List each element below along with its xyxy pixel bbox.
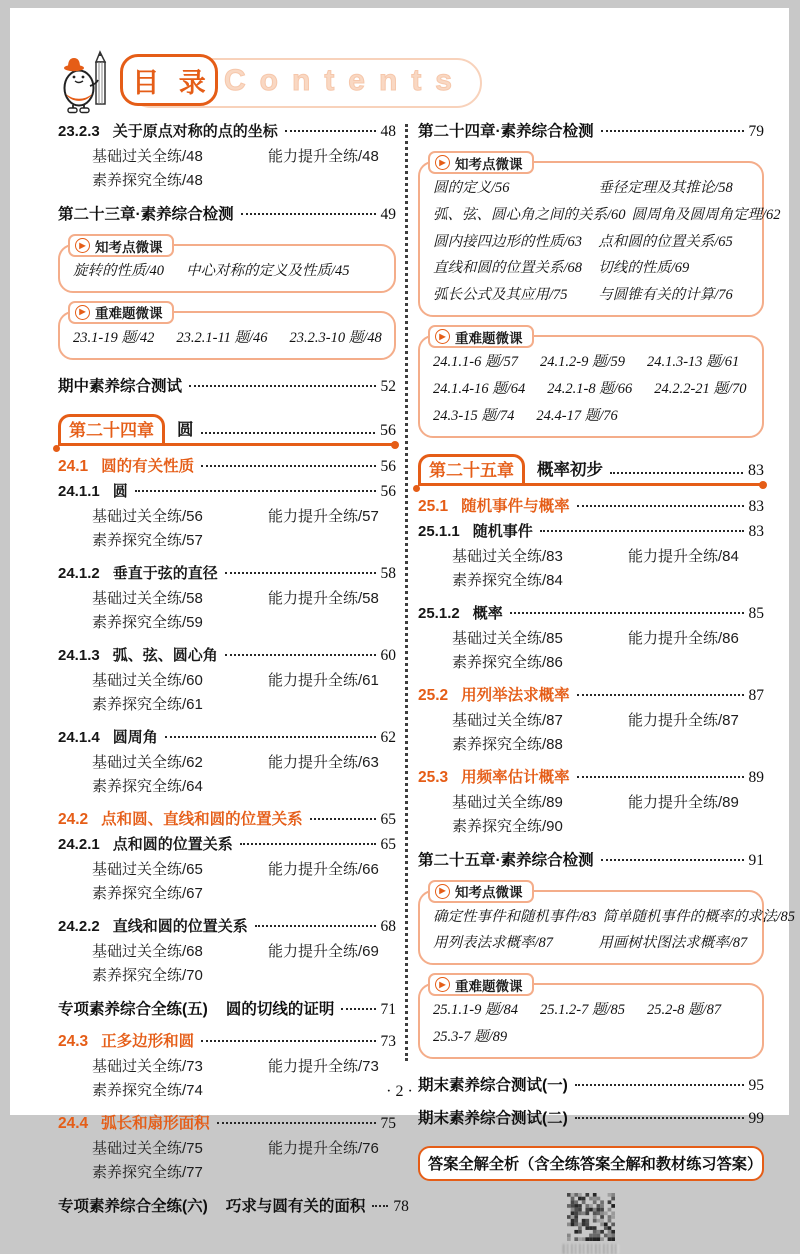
box-line: [73, 258, 382, 285]
page-number: 83: [748, 497, 764, 515]
micro-lesson-item: 24.3-15 题/74: [433, 407, 515, 424]
micro-lesson-item: 24.1.3-13 题/61: [646, 354, 740, 371]
key-points-box: [418, 156, 781, 317]
dot-leader: [577, 776, 744, 778]
micro-lesson-item: 23.2.1-11 题/46: [176, 329, 268, 346]
toc-entry: [418, 120, 764, 143]
page-title: 目 录: [120, 54, 218, 106]
entry-number: 24.4: [58, 1114, 89, 1132]
micro-lesson-item: 23.2.3-10 题/48: [289, 329, 382, 346]
page-number: 89: [748, 768, 764, 786]
practice-item: 能力提升全练/66: [268, 860, 379, 878]
page-number: 83: [748, 461, 764, 479]
dot-leader: [240, 843, 376, 845]
practice-item: 基础过关全练/60: [92, 671, 203, 689]
practice-item: 基础过关全练/68: [92, 942, 203, 960]
practice-item: 能力提升全练/73: [268, 1057, 379, 1075]
practice-line: [418, 569, 764, 593]
box-tag: [428, 325, 534, 348]
micro-lesson-item: 圆周角及圆周角定理/62: [631, 206, 781, 223]
box-line: [433, 904, 796, 931]
entry-title: 弧长和扇形面积: [101, 1114, 210, 1132]
toc-entry: [58, 120, 396, 143]
entry-number: 24.1.2: [58, 564, 100, 582]
practice-line: [58, 145, 396, 169]
practice-item: 能力提升全练/58: [268, 589, 379, 607]
practice-item: 基础过关全练/87: [452, 711, 563, 729]
box-tag-label: 知考点微课: [455, 156, 523, 172]
toc-entry: [58, 562, 396, 585]
box-line: [433, 376, 750, 403]
entry-title: 随机事件: [472, 522, 533, 540]
micro-lesson-item: 24.1.1-6 题/57: [433, 354, 518, 371]
key-points-box: [418, 885, 796, 966]
box-line: [433, 997, 750, 1024]
dot-leader: [341, 1008, 375, 1010]
micro-lesson-item: 23.1-19 题/42: [73, 329, 155, 346]
toc-entry: [58, 203, 396, 226]
dot-leader: [135, 490, 376, 492]
practice-item: 基础过关全练/85: [452, 629, 563, 647]
practice-item: 素养探究全练/70: [92, 966, 203, 984]
practice-item: 素养探究全练/86: [452, 653, 563, 671]
practice-line: [58, 611, 396, 635]
box-tag: [428, 880, 534, 903]
practice-item: 基础过关全练/83: [452, 547, 563, 565]
contents-subtitle: Contents: [224, 64, 466, 97]
practice-line: [418, 791, 764, 815]
toc-entry: [58, 1195, 409, 1218]
entry-title: 关于原点对称的点的坐标: [112, 123, 278, 140]
micro-lesson-item: 24.1.4-16 题/64: [433, 380, 526, 397]
practice-line: [418, 733, 764, 757]
practice-item: 基础过关全练/58: [92, 589, 203, 607]
page-number: 65: [380, 835, 396, 853]
practice-line: [418, 627, 764, 651]
play-icon: ▶: [435, 329, 450, 344]
dot-leader: [540, 530, 744, 532]
toc-entry: [58, 915, 396, 938]
entry-title: 圆的有关性质: [101, 457, 195, 475]
toc-entry: [418, 1107, 764, 1130]
toc-content: [58, 120, 796, 1215]
page-number: 75: [380, 1114, 396, 1132]
page-number: 65: [380, 810, 396, 828]
qr-caption-blurred: [563, 1244, 619, 1254]
chapter-title: 圆: [177, 420, 194, 439]
dot-leader: [601, 859, 744, 861]
practice-item: 能力提升全练/84: [628, 547, 739, 565]
micro-lesson-item: 垂径定理及其推论/58: [598, 180, 733, 196]
practice-item: 能力提升全练/63: [268, 753, 379, 771]
page-number: 85: [748, 604, 764, 622]
practice-item: 基础过关全练/56: [92, 507, 203, 525]
page-number: 49: [380, 206, 396, 223]
micro-lesson-item: 与圆锥有关的计算/76: [598, 287, 733, 304]
entry-title: 期末素养综合测试(二): [418, 1109, 568, 1127]
practice-line: [58, 1137, 396, 1161]
entry-number: 24.3: [58, 1032, 89, 1050]
practice-line: [58, 775, 396, 799]
page-number: 79: [748, 123, 764, 140]
micro-lesson-item: 点和圆的位置关系/65: [598, 233, 733, 250]
entry-title: 正多边形和圆: [101, 1032, 195, 1050]
micro-lesson-item: 旋转的性质/40: [73, 263, 165, 279]
entry-title: 第二十四章·素养综合检测: [418, 123, 594, 140]
micro-lesson-item: 弧长公式及其应用/75: [433, 287, 568, 304]
practice-line: [58, 669, 396, 693]
micro-lesson-item: 直线和圆的位置关系/68: [433, 260, 583, 277]
box-line: [433, 255, 750, 282]
practice-line: [418, 651, 764, 675]
dot-leader: [372, 1205, 388, 1207]
toc-entry: [418, 602, 764, 625]
play-icon: ▶: [435, 155, 450, 170]
micro-lesson-item: 25.1.1-9 题/84: [433, 1002, 518, 1019]
key-points-box: [58, 239, 396, 293]
practice-item: 素养探究全练/77: [92, 1163, 203, 1181]
practice-item: 基础过关全练/65: [92, 860, 203, 878]
box-tag-label: 知考点微课: [95, 239, 163, 255]
micro-lesson-item: 24.1.2-9 题/59: [539, 354, 625, 371]
book-page: [10, 8, 796, 1215]
page-number: 68: [380, 917, 396, 935]
toc-column-right: [418, 120, 796, 1173]
dot-leader: [255, 925, 376, 927]
entry-title: 期中素养综合测试: [58, 377, 183, 395]
dot-leader: [510, 612, 744, 614]
practice-item: 素养探究全练/61: [92, 695, 203, 713]
entry-title: 弧、弦、圆心角: [112, 646, 218, 664]
practice-item: 能力提升全练/87: [628, 711, 739, 729]
toc-entry: [58, 480, 396, 503]
toc-entry: [418, 520, 764, 543]
box-line: [433, 930, 750, 957]
practice-line: [418, 545, 764, 569]
entry-title: 圆: [112, 482, 128, 500]
play-icon: ▶: [435, 884, 450, 899]
dot-leader: [225, 654, 376, 656]
micro-lesson-item: 弧、弦、圆心角之间的关系/60: [433, 206, 626, 223]
page-number: 71: [380, 1000, 396, 1018]
qr-section: [418, 1193, 764, 1254]
dot-leader: [189, 385, 375, 387]
entry-title: 点和圆、直线和圆的位置关系: [101, 810, 303, 828]
page-number: 52: [380, 377, 396, 395]
chapter-title: 概率初步: [537, 460, 603, 479]
practice-item: 基础过关全练/75: [92, 1139, 203, 1157]
play-icon: ▶: [75, 305, 90, 320]
practice-line: [418, 709, 764, 733]
box-tag: [68, 234, 174, 257]
play-icon: ▶: [435, 977, 450, 992]
micro-lesson-item: 圆的定义/56: [433, 180, 510, 196]
entry-title: 概率: [472, 604, 503, 622]
practice-line: [58, 882, 396, 906]
dot-leader: [225, 572, 376, 574]
micro-lesson-item: 中心对称的定义及性质/45: [186, 263, 350, 279]
box-line: [433, 403, 750, 430]
entry-title: 圆周角: [112, 728, 158, 746]
practice-item: 能力提升全练/69: [268, 942, 379, 960]
chapter-heading: [58, 414, 396, 446]
box-line: [433, 349, 750, 376]
practice-line: [58, 505, 396, 529]
entry-number: 24.2.1: [58, 835, 100, 853]
entry-title: 用频率估计概率: [461, 768, 570, 786]
toc-entry: [418, 766, 764, 789]
toc-entry: [418, 849, 764, 872]
box-line: [73, 325, 382, 352]
page-number-footer: · 2 ·: [386, 1083, 413, 1100]
hard-topics-box: [418, 978, 764, 1059]
page-number: 95: [748, 1076, 764, 1094]
practice-item: 基础过关全练/89: [452, 793, 563, 811]
entry-number: 24.1.4: [58, 728, 100, 746]
entry-number: 25.2: [418, 686, 449, 704]
micro-lesson-item: 切线的性质/69: [598, 260, 690, 277]
box-line: [433, 202, 781, 229]
entry-number: 25.1.1: [418, 522, 460, 540]
entry-title: 点和圆的位置关系: [112, 835, 233, 853]
page-number: 91: [748, 851, 764, 869]
entry-title: 垂直于弦的直径: [112, 564, 218, 582]
practice-item: 素养探究全练/57: [92, 531, 203, 549]
practice-item: 基础过关全练/48: [92, 148, 203, 165]
toc-entry: [58, 726, 396, 749]
toc-entry: [58, 998, 396, 1021]
chapter-label: 第二十五章: [418, 454, 525, 483]
dot-leader: [201, 465, 375, 467]
box-line: [433, 1024, 750, 1051]
practice-line: [58, 964, 396, 988]
dot-leader: [310, 818, 376, 820]
entry-title: 圆的切线的证明: [225, 1000, 335, 1018]
toc-entry: [58, 833, 396, 856]
entry-title: 用列举法求概率: [461, 686, 570, 704]
micro-lesson-item: 24.4-17 题/76: [536, 407, 618, 424]
dot-leader: [201, 1040, 375, 1042]
micro-lesson-item: 25.1.2-7 题/85: [539, 1002, 625, 1019]
toc-entry: [58, 1030, 396, 1053]
entry-title: 期末素养综合测试(一): [418, 1076, 568, 1094]
toc-column-left: [58, 120, 409, 1215]
practice-item: 素养探究全练/84: [452, 571, 563, 589]
practice-item: 能力提升全练/57: [268, 507, 379, 525]
toc-entry: [58, 644, 396, 667]
page-number: 62: [380, 728, 396, 746]
micro-lesson-item: 24.2.1-8 题/66: [547, 380, 633, 397]
dot-leader: [165, 736, 376, 738]
qr-code: [567, 1193, 615, 1241]
practice-line: [58, 587, 396, 611]
entry-number: 24.1.3: [58, 646, 100, 664]
practice-item: 能力提升全练/86: [628, 629, 739, 647]
micro-lesson-item: 确定性事件和随机事件/83: [433, 908, 597, 925]
practice-line: [58, 169, 396, 193]
micro-lesson-item: 24.2.2-21 题/70: [654, 380, 747, 397]
practice-line: [58, 1161, 396, 1185]
page-number: 58: [380, 564, 396, 582]
practice-item: 素养探究全练/88: [452, 735, 563, 753]
dot-leader: [217, 1122, 376, 1124]
practice-item: 能力提升全练/61: [268, 671, 379, 689]
entry-number: 24.1: [58, 457, 89, 475]
box-tag-label: 重难题微课: [95, 306, 163, 322]
page-number: 73: [380, 1032, 396, 1050]
box-tag: [428, 973, 534, 996]
dot-leader: [610, 472, 743, 474]
entry-title: 直线和圆的位置关系: [112, 917, 248, 935]
page-number: 60: [380, 646, 396, 664]
micro-lesson-item: 简单随机事件的概率的求法/85: [602, 908, 796, 925]
play-icon: ▶: [75, 238, 90, 253]
column-divider: [405, 124, 408, 1061]
practice-line: [418, 815, 764, 839]
entry-number: 23.2.3: [58, 123, 100, 140]
entry-number: 专项素养综合全练(六): [58, 1197, 208, 1215]
entry-title: 第二十三章·素养综合检测: [58, 206, 234, 223]
box-line: [433, 175, 750, 202]
chapter-label: 第二十四章: [58, 414, 165, 443]
micro-lesson-item: 25.3-7 题/89: [433, 1028, 508, 1045]
practice-item: 素养探究全练/67: [92, 884, 203, 902]
toc-entry: [58, 455, 396, 478]
page-number: 99: [748, 1109, 764, 1127]
practice-item: 素养探究全练/48: [92, 172, 203, 189]
practice-line: [58, 1055, 396, 1079]
page-header: [54, 50, 737, 114]
entry-number: 专项素养综合全练(五): [58, 1000, 208, 1018]
answers-banner: 答案全解全析（含全练答案全解和教材练习答案）: [418, 1146, 764, 1181]
toc-entry: [418, 495, 764, 518]
micro-lesson-item: 圆内接四边形的性质/63: [433, 233, 583, 250]
practice-line: [58, 858, 396, 882]
toc-entry: [58, 1112, 396, 1135]
practice-item: 能力提升全练/89: [628, 793, 739, 811]
practice-item: 能力提升全练/48: [268, 148, 379, 165]
hard-topics-box: [58, 306, 396, 360]
practice-line: [58, 751, 396, 775]
page-number: 87: [748, 686, 764, 704]
page-number: 78: [393, 1197, 409, 1215]
entry-number: 25.3: [418, 768, 449, 786]
entry-number: 24.1.1: [58, 482, 100, 500]
page-number: 83: [748, 522, 764, 540]
practice-line: [58, 693, 396, 717]
dot-leader: [577, 505, 744, 507]
practice-line: [58, 529, 396, 553]
toc-entry: [58, 375, 396, 398]
chapter-heading: [418, 454, 764, 486]
page-number: 56: [380, 482, 396, 500]
entry-title: 随机事件与概率: [461, 497, 570, 515]
micro-lesson-item: 用画树状图法求概率/87: [598, 935, 748, 952]
dot-leader: [241, 213, 376, 215]
toc-entry: [418, 684, 764, 707]
box-tag: [68, 301, 174, 324]
practice-item: 素养探究全练/64: [92, 777, 203, 795]
entry-number: 24.2: [58, 810, 89, 828]
practice-item: 基础过关全练/73: [92, 1057, 203, 1075]
entry-title: 巧求与圆有关的面积: [225, 1197, 366, 1215]
box-tag-label: 重难题微课: [455, 330, 523, 346]
box-line: [433, 282, 750, 309]
box-tag-label: 知考点微课: [455, 885, 523, 900]
box-line: [433, 229, 750, 256]
practice-item: 基础过关全练/62: [92, 753, 203, 771]
dot-leader: [577, 694, 744, 696]
mascot-illustration: [60, 50, 126, 116]
practice-line: [58, 940, 396, 964]
dot-leader: [575, 1117, 744, 1119]
toc-entry: [58, 808, 396, 831]
entry-number: 24.2.2: [58, 917, 100, 935]
micro-lesson-item: 25.2-8 题/87: [646, 1002, 722, 1019]
entry-title: 第二十五章·素养综合检测: [418, 851, 594, 869]
page-number: 56: [380, 421, 396, 439]
practice-item: 素养探究全练/59: [92, 613, 203, 631]
entry-number: 25.1.2: [418, 604, 460, 622]
hard-topics-box: [418, 330, 764, 437]
practice-item: 素养探究全练/90: [452, 817, 563, 835]
box-tag-label: 重难题微课: [455, 978, 523, 994]
entry-number: 25.1: [418, 497, 449, 515]
practice-item: 能力提升全练/76: [268, 1139, 379, 1157]
dot-leader: [201, 432, 376, 434]
page-number: 48: [380, 123, 396, 140]
micro-lesson-item: 用列表法求概率/87: [433, 935, 554, 952]
dot-leader: [285, 130, 376, 132]
page-number: 56: [380, 457, 396, 475]
practice-item: 素养探究全练/74: [92, 1081, 203, 1099]
box-tag: [428, 151, 534, 174]
dot-leader: [601, 130, 744, 132]
